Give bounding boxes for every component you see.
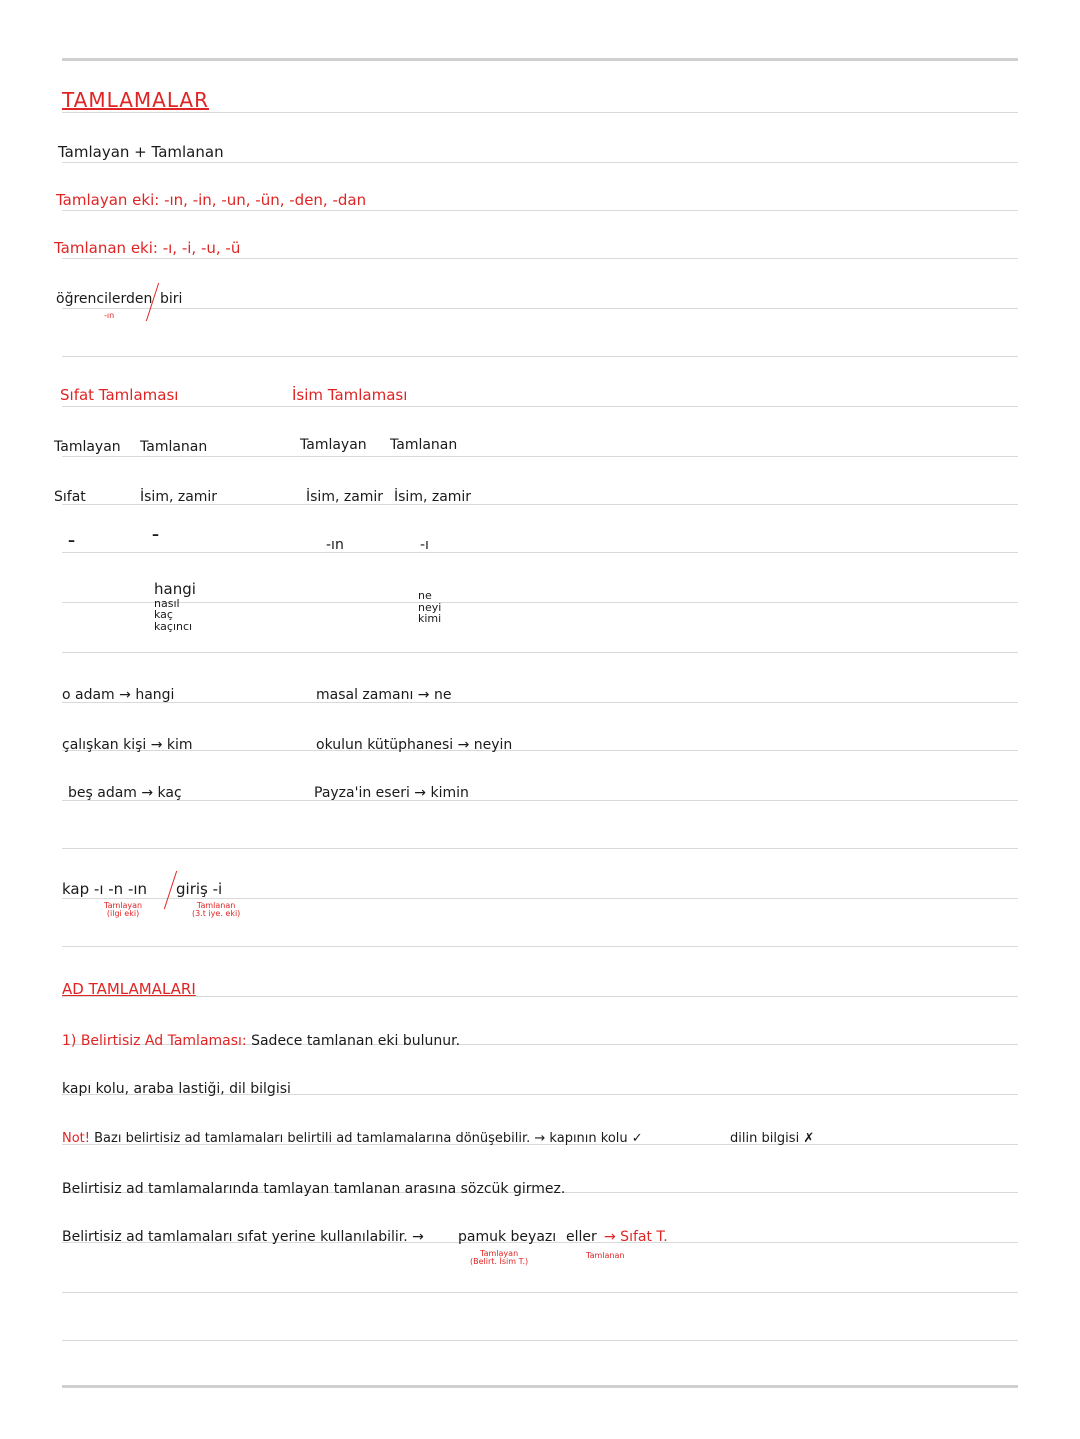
ruled-line — [62, 552, 1018, 553]
ruled-line — [62, 702, 1018, 703]
top-border-rule — [62, 58, 1018, 61]
isim-row-tamlayan-type: İsim, zamir — [306, 489, 384, 505]
sifat-question: hangi — [154, 580, 196, 598]
example-suffix-note: -ın — [104, 311, 115, 320]
ruled-line — [62, 1340, 1018, 1341]
kapi-note-2b: (3.t iye. eki) — [192, 909, 241, 919]
ruled-line — [62, 308, 1018, 309]
sifat-question: kaçıncı — [154, 619, 193, 633]
pamuk-beyazi: pamuk beyazı — [458, 1229, 557, 1245]
isim-question: ne — [418, 589, 432, 602]
kapi-note-1a: Tamlayan — [104, 901, 143, 910]
ruled-line — [62, 750, 1018, 751]
isim-row-tamlanan-type: İsim, zamir — [394, 489, 472, 505]
kapi-example: kap -ı -n -ın — [62, 880, 148, 898]
ruled-line — [62, 112, 1018, 113]
isim-suffix-in: -ın — [326, 537, 344, 553]
not-prefix: Not! — [62, 1131, 95, 1146]
kapi-note-1b: (ilgi eki) — [106, 909, 140, 919]
page-title: TAMLAMALAR — [62, 88, 210, 112]
bottom-border-rule — [62, 1385, 1018, 1388]
ruled-line — [62, 1292, 1018, 1293]
ruled-line — [62, 996, 1018, 997]
isim-example-1: masal zamanı → ne — [316, 687, 452, 703]
belirtisiz-prefix: 1) Belirtisiz Ad Tamlaması: — [62, 1033, 252, 1049]
sifat-row-isim-zamir: İsim, zamir — [140, 489, 218, 505]
isim-example-2: okulun kütüphanesi → neyin — [316, 737, 513, 753]
ruled-line — [62, 162, 1018, 163]
sifat-dash-2: – — [152, 527, 159, 543]
pamuk-note — [470, 1250, 528, 1267]
ruled-line — [62, 898, 1018, 899]
ruled-line — [62, 356, 1018, 357]
eller: eller — [566, 1229, 597, 1245]
sifat-dash-1: – — [68, 533, 75, 549]
tamlanan-eki-line: Tamlanan eki: -ı, -i, -u, -ü — [54, 239, 241, 257]
sifat-questions — [154, 582, 196, 632]
isim-example-3: Payza'in eseri → kimin — [314, 785, 469, 801]
isim-col-tamlanan: Tamlanan — [390, 437, 458, 453]
belirtisiz-text: Sadece tamlanan eki bulunur. — [251, 1033, 461, 1049]
sifat-row-sifat: Sıfat — [54, 489, 86, 505]
isim-question: neyi — [418, 600, 442, 614]
tamlayan-tamlanan-line: Tamlayan + Tamlanan — [58, 143, 224, 161]
belirtisiz-line — [62, 1034, 460, 1048]
ad-line-3: Belirtisiz ad tamlamaları sıfat yerine kullanılabilir. → — [62, 1229, 424, 1245]
ruled-line — [62, 848, 1018, 849]
ruled-line — [62, 602, 1018, 603]
ruled-line — [62, 946, 1018, 947]
not-text: Bazı belirtisiz ad tamlamaları belirtili ad tamlamalarına dönüşebilir. → kapının kolu ✓ — [94, 1131, 643, 1146]
ruled-line — [62, 258, 1018, 259]
ruled-line — [62, 406, 1018, 407]
isim-heading: İsim Tamlaması — [292, 386, 408, 404]
ad-examples: kapı kolu, araba lastiği, dil bilgisi — [62, 1081, 291, 1097]
ruled-line — [62, 456, 1018, 457]
pamuk-note-a: Tamlayan — [480, 1249, 519, 1258]
kapi-note-2a: Tamlanan — [196, 901, 236, 910]
ad-line-2: Belirtisiz ad tamlamalarında tamlayan tamlanan arasına sözcük girmez. — [62, 1181, 566, 1197]
sifat-question: nasıl — [154, 596, 180, 610]
sifat-col-tamlanan: Tamlanan — [140, 439, 208, 455]
sifat-question: kaç — [154, 608, 173, 622]
tamlayan-eki-line: Tamlayan eki: -ın, -in, -un, -ün, -den, -dan — [56, 191, 367, 209]
isim-suffix-i: -ı — [420, 537, 429, 553]
sifat-col-tamlayan: Tamlayan — [54, 439, 121, 455]
sifat-heading: Sıfat Tamlaması — [60, 386, 179, 404]
sifat-example-2: çalışkan kişi → kim — [62, 737, 193, 753]
not-x: dilin bilgisi ✗ — [730, 1131, 815, 1146]
kapi-note-1 — [104, 902, 142, 919]
pamuk-note-b: (Belirt. İsim T.) — [470, 1257, 529, 1267]
sifat-t-label: → Sıfat T. — [604, 1229, 668, 1245]
example-biri: biri — [160, 291, 183, 307]
kapi-note-2 — [192, 902, 240, 919]
ruled-line — [62, 652, 1018, 653]
ad-tamlamalari-heading: AD TAMLAMALARI — [62, 980, 196, 998]
ruled-line — [62, 210, 1018, 211]
isim-question: kimi — [418, 612, 442, 626]
ruled-line — [62, 800, 1018, 801]
example-ogrencilerden: öğrencilerden — [56, 291, 153, 307]
not-line — [62, 1132, 643, 1145]
sifat-example-1: o adam → hangi — [62, 687, 175, 703]
isim-col-tamlayan: Tamlayan — [300, 437, 367, 453]
giris-example: giriş -i — [176, 880, 223, 898]
eller-note: Tamlanan — [586, 1251, 625, 1260]
isim-questions — [418, 590, 441, 625]
sifat-example-3: beş adam → kaç — [68, 785, 182, 801]
